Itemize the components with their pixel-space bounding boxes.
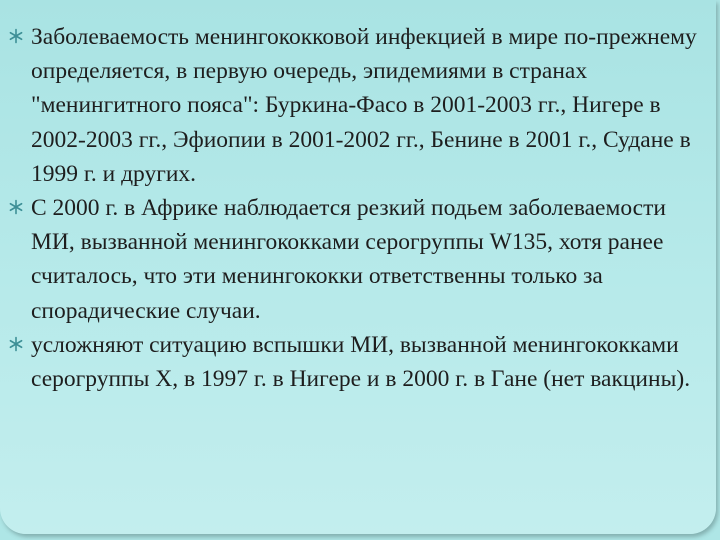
- asterisk-bullet-icon: [8, 28, 24, 44]
- bullet-text-2: С 2000 г. в Африке наблюдается резкий подьем заболеваемости МИ, вызванной менингококками серогруппы W135, хотя ранее считалось, что эти менингококки ответственны только за спорадические случаи.: [31, 195, 666, 324]
- bullet-item-1: [6, 20, 712, 191]
- asterisk-bullet-icon: [8, 199, 24, 215]
- bullet-text-1: Заболеваемость менингококковой инфекцией в мире по-прежнему определяется, в первую очередь, эпидемиями в странах "менингитного пояса": Буркина-Фасо в 2001-2003 гг., Нигере в 2002-2003 гг., Эфиопии в 2001-2002 гг., Бенине в 2001 г., Судане в 1999 г. и других.: [31, 24, 697, 187]
- bullet-item-2: [6, 191, 712, 328]
- asterisk-bullet-icon: [8, 336, 24, 352]
- bullet-list: [6, 20, 712, 396]
- bullet-text-3: усложняют ситуацию вспышки МИ, вызванной менингококками серогруппы X, в 1997 г. в Нигере и в 2000 г. в Гане (нет вакцины).: [31, 331, 691, 393]
- bullet-item-3: [6, 328, 712, 396]
